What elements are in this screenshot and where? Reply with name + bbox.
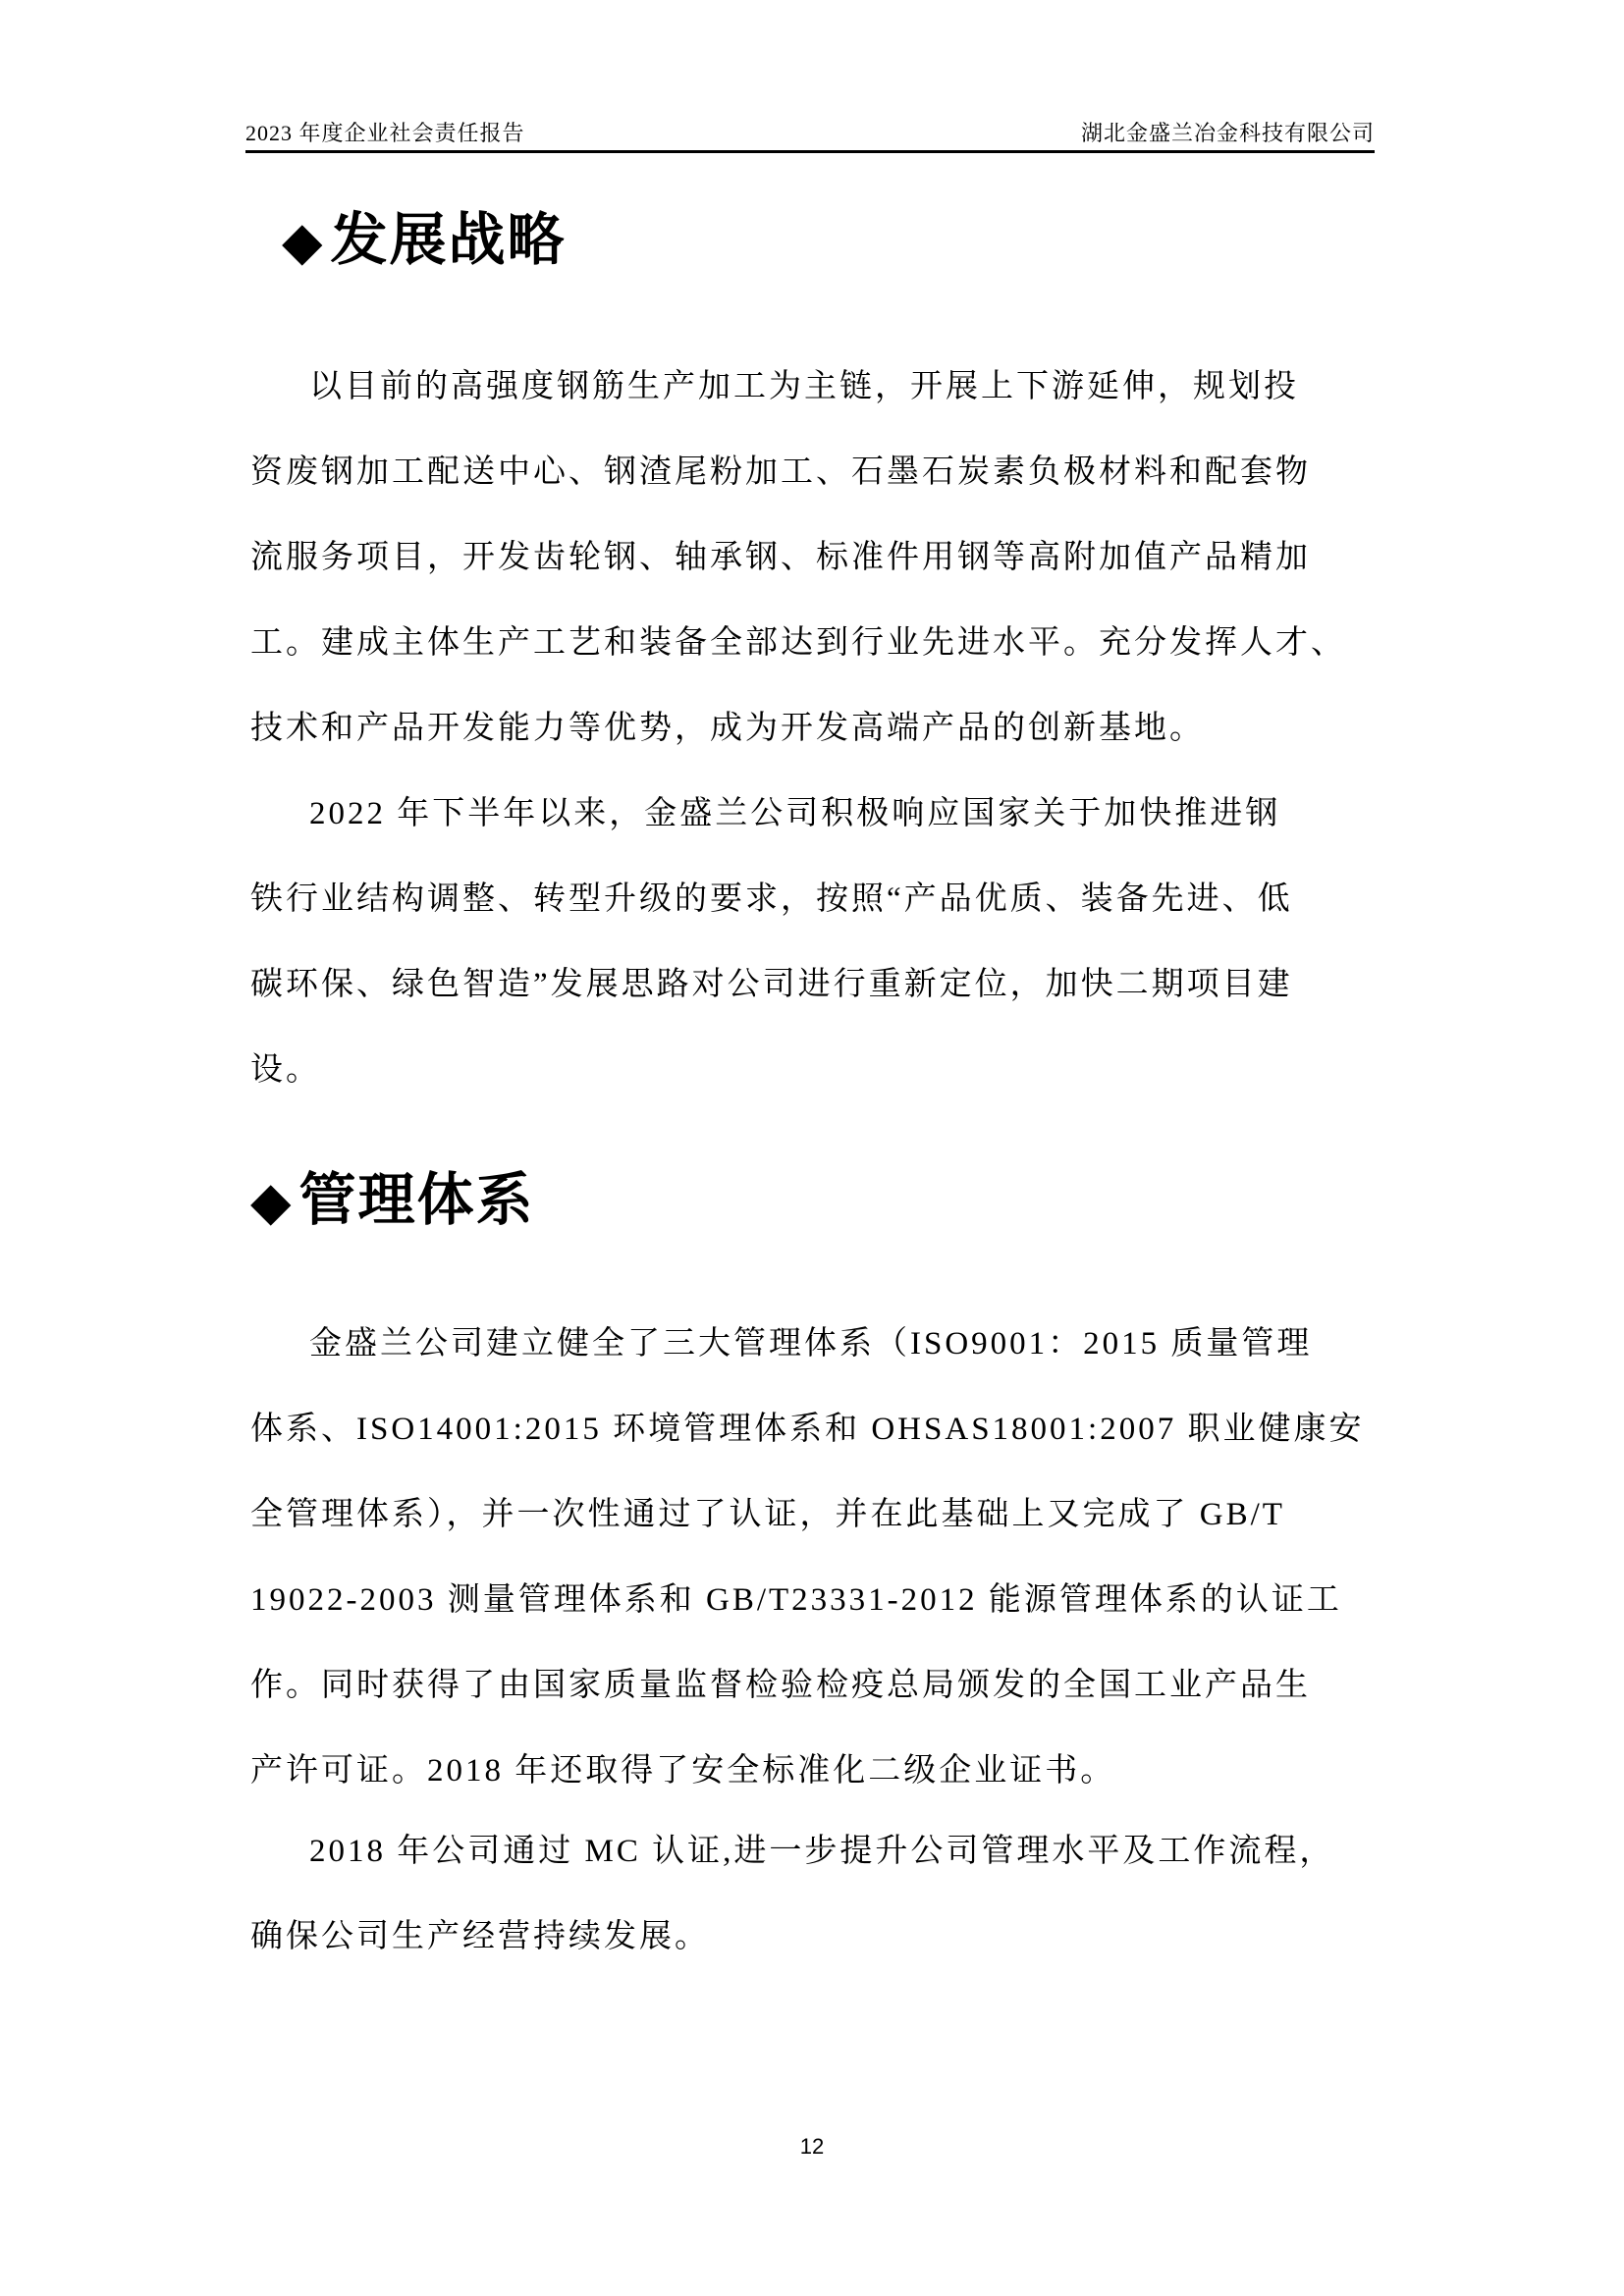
text-line: 碳环保、绿色智造”发展思路对公司进行重新定位，加快二期项目建 — [250, 967, 1293, 1002]
section-title-text: 发展战略 — [330, 206, 567, 273]
page-header — [245, 117, 1375, 153]
text-line: 体系、ISO14001:2015 环境管理体系和 OHSAS18001:2007 职业健康安 — [250, 1412, 1365, 1447]
paragraph-strategy-1 — [250, 345, 1389, 772]
text-line: 作。同时获得了由国家质量监督检验检疫总局颁发的全国工业产品生 — [250, 1668, 1311, 1703]
text-line: 工。建成主体生产工艺和装备全部达到行业先进水平。充分发挥人才、 — [250, 625, 1346, 661]
text-line: 资废钢加工配送中心、钢渣尾粉加工、石墨石炭素负极材料和配套物 — [250, 454, 1311, 490]
text-line: 设。 — [250, 1052, 321, 1088]
text-line: 19022-2003 测量管理体系和 GB/T23331-2012 能源管理体系的认证工 — [250, 1582, 1342, 1618]
header-company-name: 湖北金盛兰冶金科技有限公司 — [1080, 121, 1375, 145]
page-number: 12 — [799, 2134, 825, 2159]
text-line: 技术和产品开发能力等优势，成为开发高端产品的创新基地。 — [250, 711, 1205, 746]
text-line: 流服务项目，开发齿轮钢、轴承钢、标准件用钢等高附加值产品精加 — [250, 540, 1311, 575]
section-title-management-system — [250, 1166, 535, 1235]
paragraph-strategy-2 — [250, 772, 1389, 1113]
text-line: 2022 年下半年以来，金盛兰公司积极响应国家关于加快推进钢 — [309, 796, 1281, 831]
text-line: 金盛兰公司建立健全了三大管理体系（ISO9001：2015 质量管理 — [309, 1326, 1313, 1362]
section-title-text: 管理体系 — [298, 1166, 535, 1233]
text-line: 铁行业结构调整、转型升级的要求，按照“产品优质、装备先进、低 — [250, 881, 1293, 917]
paragraph-management-2 — [250, 1809, 1389, 1980]
paragraph-management-1 — [250, 1302, 1389, 1814]
text-line: 以目前的高强度钢筋生产加工为主链，开展上下游延伸，规划投 — [309, 369, 1299, 404]
text-line: 2018 年公司通过 MC 认证,进一步提升公司管理水平及工作流程， — [309, 1834, 1335, 1869]
header-report-title: 2023 年度企业社会责任报告 — [245, 121, 525, 145]
text-line: 全管理体系），并一次性通过了认证，并在此基础上又完成了 GB/T — [250, 1497, 1285, 1532]
text-line: 产许可证。2018 年还取得了安全标准化二级企业证书。 — [250, 1753, 1116, 1789]
section-title-development-strategy — [282, 206, 567, 275]
text-line: 确保公司生产经营持续发展。 — [250, 1919, 710, 1954]
diamond-bullet-icon: ◆ — [250, 1170, 294, 1232]
diamond-bullet-icon: ◆ — [282, 210, 325, 272]
